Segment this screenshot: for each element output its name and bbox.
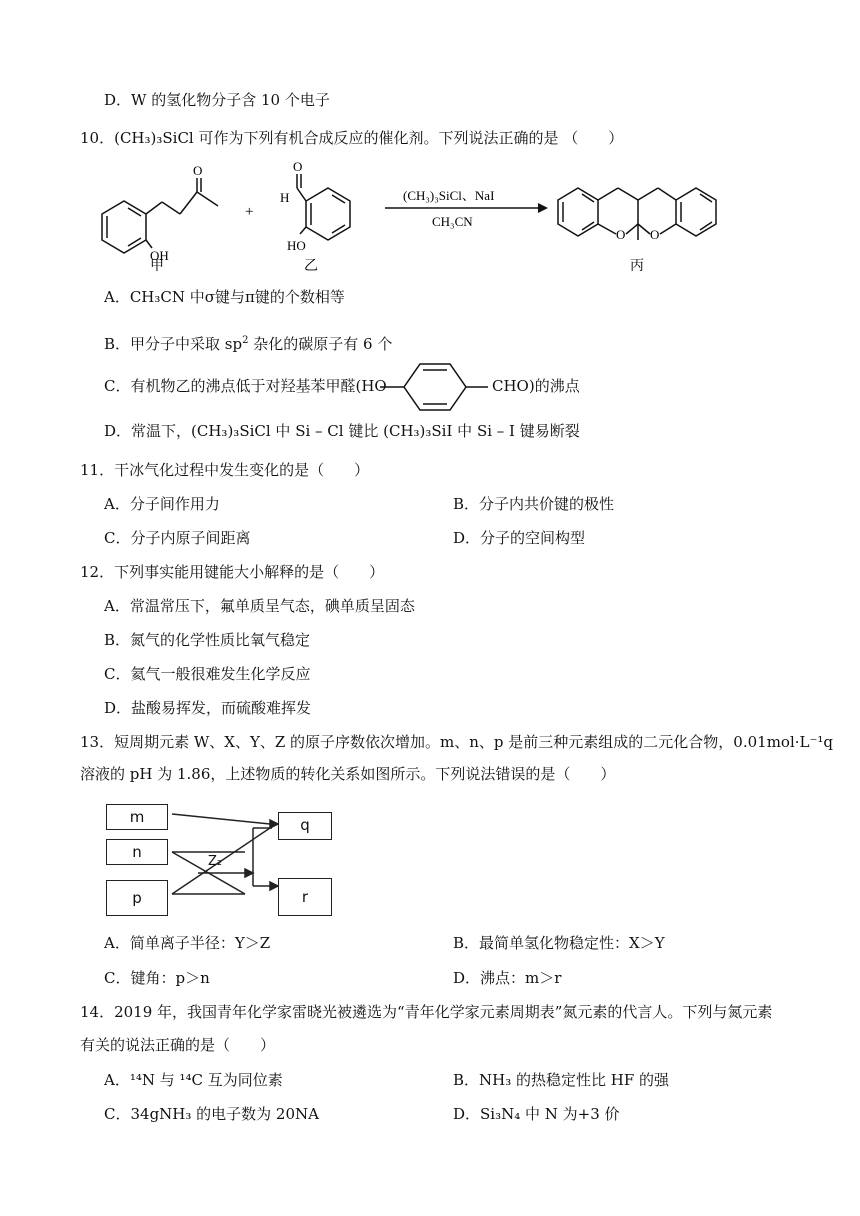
reaction-arrowhead bbox=[538, 203, 548, 213]
q11-option-b: B．分子内共价键的极性 bbox=[453, 495, 615, 513]
q12-option-d: D．盐酸易挥发，而硫酸难挥发 bbox=[104, 699, 312, 717]
hydroxybenzaldehyde-ring bbox=[380, 359, 490, 415]
jia-O-label: O bbox=[193, 163, 203, 178]
box-m: m bbox=[106, 804, 168, 830]
yi-O-label: O bbox=[293, 159, 303, 174]
q10-option-d: D．常温下，(CH₃)₃SiCl 中 Si – Cl 键比 (CH₃)₃SiI 中 Si – I 键易断裂 bbox=[104, 422, 580, 440]
q11-option-a: A．分子间作用力 bbox=[104, 495, 220, 513]
q10-reaction-scheme bbox=[0, 158, 860, 278]
plus-sign: + bbox=[245, 204, 254, 220]
box-p: p bbox=[106, 880, 168, 916]
q10-formula: (CH₃)₃SiCl bbox=[114, 129, 194, 147]
q11-stem: 11．干冰气化过程中发生变化的是（ ） bbox=[80, 461, 370, 479]
yi-HO-label: HO bbox=[287, 238, 306, 253]
box-r: r bbox=[278, 878, 332, 916]
q13-stem-line1: 13．短周期元素 W、X、Y、Z 的原子序数依次增加。m、n、p 是前三种元素组成的二元化合物，0.01mol·L⁻¹q bbox=[80, 733, 834, 751]
q10-option-b-pre: B．甲分子中采取 sp bbox=[104, 335, 243, 353]
q10-number: 10． bbox=[80, 129, 115, 147]
q12-option-b: B．氮气的化学性质比氧气稳定 bbox=[104, 631, 311, 649]
q12-option-c: C．氦气一般很难发生化学反应 bbox=[104, 665, 311, 683]
q14-stem-line1: 14．2019 年，我国青年化学家雷晓光被遴选为“青年化学家元素周期表”氮元素的代言人。下列与氮元素 bbox=[80, 1003, 773, 1021]
q11-option-d: D．分子的空间构型 bbox=[453, 529, 586, 547]
yi-H-label: H bbox=[280, 190, 290, 205]
q13-option-d: D．沸点：m＞r bbox=[453, 969, 562, 987]
q10-option-b bbox=[104, 331, 392, 354]
q13-option-b: B．最简单氢化物稳定性：X＞Y bbox=[453, 934, 665, 952]
q14-option-a: A．¹⁴N 与 ¹⁴C 互为同位素 bbox=[104, 1071, 283, 1089]
q13-option-c: C．键角：p＞n bbox=[104, 969, 210, 987]
q10-option-c-post: CHO)的沸点 bbox=[492, 377, 580, 395]
arrow-solvent-bottom: CH₃CN bbox=[432, 214, 473, 229]
jia-label: 甲 bbox=[150, 259, 164, 274]
yi-label: 乙 bbox=[304, 259, 318, 274]
compound-bing-structure bbox=[558, 188, 716, 240]
q14-option-d: D．Si₃N₄ 中 N 为+3 价 bbox=[453, 1105, 620, 1123]
compound-yi-structure bbox=[297, 174, 350, 240]
q10-stem-text: 可作为下列有机合成反应的催化剂。下列说法正确的是 （ ） bbox=[198, 129, 624, 147]
q14-option-b: B．NH₃ 的热稳定性比 HF 的强 bbox=[453, 1071, 670, 1089]
q10-option-b-sup: 2 bbox=[242, 335, 249, 346]
q12-option-a: A．常温常压下，氟单质呈气态，碘单质呈固态 bbox=[104, 597, 415, 615]
q13-option-a: A．简单离子半径：Y＞Z bbox=[104, 934, 271, 952]
arrow-reagent-top: (CH₃)₃SiCl、NaI bbox=[403, 188, 495, 203]
box-n: n bbox=[106, 839, 168, 865]
bing-O1-label: O bbox=[616, 227, 626, 242]
q10-option-b-post: 杂化的碳原子有 6 个 bbox=[248, 335, 393, 353]
q12-stem: 12．下列事实能用键能大小解释的是（ ） bbox=[80, 563, 385, 581]
bing-label: 丙 bbox=[630, 259, 644, 274]
z2-label: Z₂ bbox=[208, 854, 223, 869]
q14-option-c: C．34gNH₃ 的电子数为 20NA bbox=[104, 1105, 319, 1123]
compound-jia-structure bbox=[102, 178, 218, 253]
q10-option-a: A．CH₃CN 中σ键与π键的个数相等 bbox=[104, 288, 345, 306]
q9-option-d: D．W 的氢化物分子含 10 个电子 bbox=[104, 91, 330, 109]
jia-OH-label: OH bbox=[150, 248, 169, 263]
q10-option-c bbox=[104, 376, 387, 396]
q10-option-c-pre: C．有机物乙的沸点低于对羟基苯甲醛(HO bbox=[104, 377, 387, 395]
bing-O2-label: O bbox=[650, 227, 660, 242]
q10-stem bbox=[80, 128, 623, 148]
q13-stem-line2: 溶液的 pH 为 1.86，上述物质的转化关系如图所示。下列说法错误的是（ ） bbox=[80, 765, 616, 783]
q14-stem-line2: 有关的说法正确的是（ ） bbox=[80, 1036, 276, 1054]
q13-flow-diagram bbox=[100, 798, 340, 920]
q11-option-c: C．分子内原子间距离 bbox=[104, 529, 251, 547]
box-q: q bbox=[278, 812, 332, 840]
